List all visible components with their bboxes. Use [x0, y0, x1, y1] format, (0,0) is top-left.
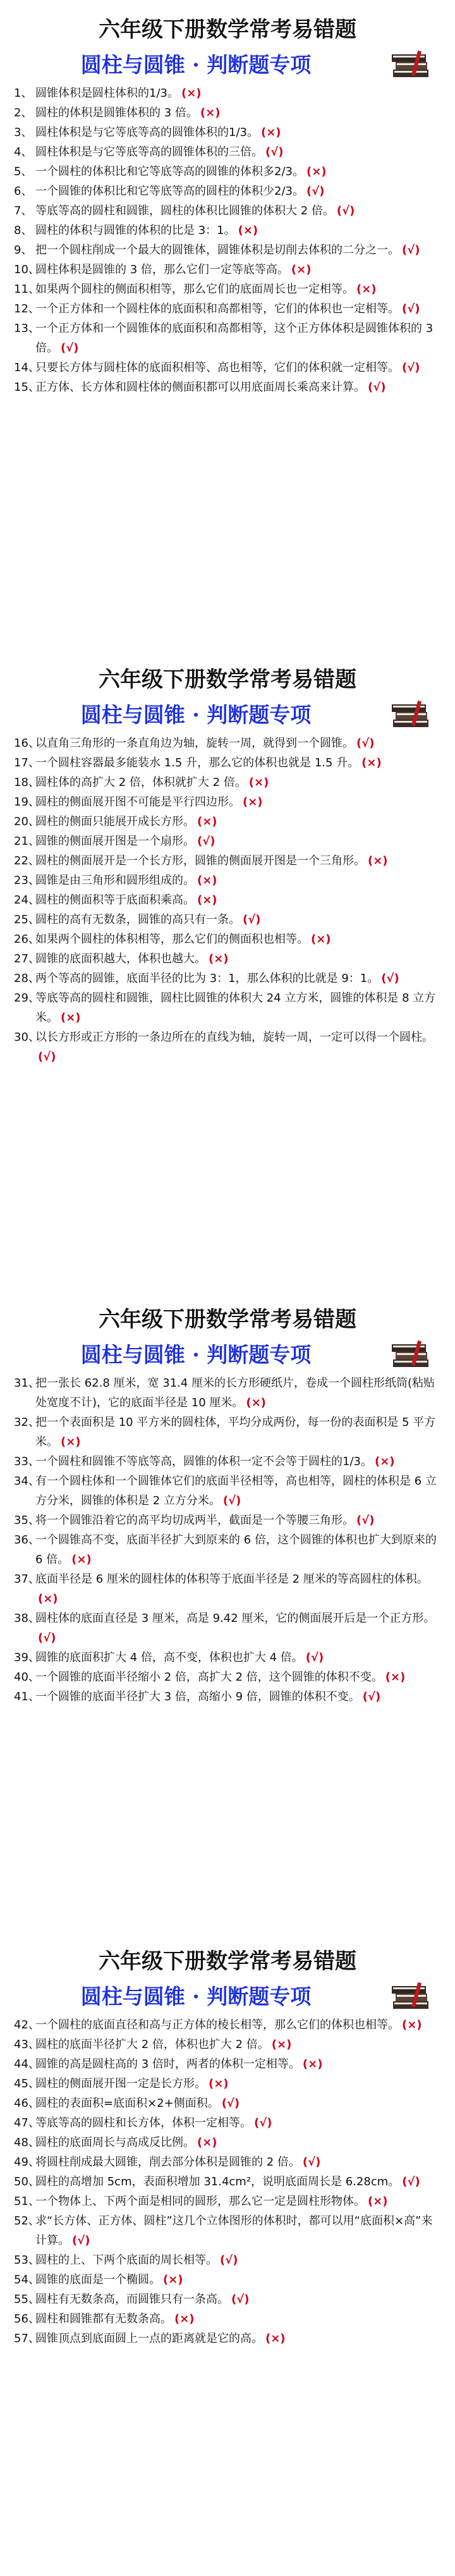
question-item: [14, 1373, 444, 1413]
page-title: 六年级下册数学常考易错题: [99, 667, 356, 692]
answer-mark: (√): [362, 1690, 381, 1703]
answer-mark: (×): [238, 224, 258, 237]
question-number: 32、: [14, 1416, 40, 1429]
question-text: 底面半径是 6 厘米的圆柱体的体积等于底面半径是 2 厘米的等高圆柱的体积。: [35, 1573, 428, 1586]
subtitle-row: [0, 1337, 455, 1373]
question-text: 圆柱的侧面展开图一定是长方形。: [35, 2077, 206, 2090]
question-number: 51、: [14, 2195, 40, 2208]
question-number: 28、: [14, 972, 40, 985]
question-item: [14, 812, 444, 831]
question-number: 18、: [14, 776, 40, 789]
answer-mark: (×): [163, 2273, 183, 2286]
answer-mark: (×): [368, 2195, 388, 2208]
answer-mark: (√): [356, 737, 375, 750]
answer-mark: (√): [402, 2175, 420, 2188]
question-item: [14, 123, 444, 142]
question-list: [0, 2015, 455, 2348]
question-text: 圆柱的侧面只能展开成长方形。: [35, 815, 195, 828]
question-section: [0, 1944, 455, 2348]
question-item: [14, 358, 444, 377]
question-text: 圆柱体的底面直径是 3 厘米，高是 9.42 厘米，它的侧面展开后是一个正方形。: [35, 1612, 435, 1625]
question-number: 29、: [14, 991, 40, 1005]
answer-mark: (√): [336, 204, 355, 218]
question-number: 40、: [14, 1671, 40, 1684]
answer-mark: (×): [271, 2038, 292, 2051]
question-item: [14, 1530, 444, 1569]
question-number: 47、: [14, 2116, 40, 2130]
answer-mark: (×): [356, 283, 377, 296]
question-text: 圆柱的底面周长与高成反比例。: [35, 2136, 195, 2149]
answer-mark: (×): [197, 893, 217, 907]
answer-mark: (√): [72, 2234, 90, 2247]
question-number: 44、: [14, 2058, 40, 2071]
question-number: 37、: [14, 1573, 40, 1586]
answer-mark: (×): [174, 2312, 195, 2326]
answer-mark: (×): [38, 1592, 58, 1605]
page-title: 六年级下册数学常考易错题: [99, 1949, 356, 1974]
question-item: [14, 929, 444, 949]
answer-mark: (√): [368, 381, 386, 394]
answer-mark: (×): [311, 933, 331, 946]
question-number: 23、: [14, 874, 40, 887]
question-number: 6、: [14, 185, 33, 198]
question-section: [0, 13, 455, 397]
question-text: 一个正方体和一个圆锥体的底面积和高都相等，这个正方体体积是圆锥体积的 3 倍。: [35, 322, 434, 355]
question-number: 52、: [14, 2214, 40, 2228]
question-item: [14, 201, 444, 221]
question-item: [14, 2094, 444, 2113]
question-list: [0, 83, 455, 397]
question-number: 56、: [14, 2312, 40, 2326]
question-item: [14, 1471, 444, 1511]
question-number: 30、: [14, 1031, 40, 1044]
answer-mark: (√): [265, 145, 284, 159]
question-number: 25、: [14, 913, 40, 926]
question-list: [0, 733, 455, 1067]
answer-mark: (√): [302, 2156, 321, 2169]
question-number: 12、: [14, 302, 40, 316]
question-text: 两个等高的圆锥，底面半径的比为 3：1，那么体积的比就是 9：1。: [35, 972, 379, 985]
question-item: [14, 2270, 444, 2290]
answer-mark: (×): [209, 952, 229, 966]
answer-mark: (×): [302, 2058, 323, 2071]
question-text: 等底等高的圆柱和圆锥，圆柱的体积比圆锥的体积大 2 倍。: [35, 204, 334, 218]
question-text: 把一张长 62.8 厘米，宽 31.4 厘米的长方形硬纸片，卷成一个圆柱形纸筒(粘贴处宽度不计)，它的底面半径是 10 厘米。: [35, 1377, 435, 1409]
question-item: [14, 910, 444, 929]
question-number: 34、: [14, 1475, 40, 1488]
question-text: 圆锥的底面积越大，体积也越大。: [35, 952, 206, 966]
question-text: 如果两个圆柱的体积相等，那么它们的侧面积也相等。: [35, 933, 308, 946]
question-number: 57、: [14, 2332, 40, 2345]
question-text: 一个圆锥的底面半径缩小 2 倍，高扩大 2 倍，这个圆锥的体积不变。: [35, 1671, 383, 1684]
question-number: 5、: [14, 165, 33, 178]
question-item: [14, 851, 444, 871]
answer-mark: (×): [61, 1435, 81, 1449]
question-number: 27、: [14, 952, 40, 966]
question-text: 一个圆锥高不变，底面半径扩大到原来的 6 倍，这个圆锥的体积也扩大到原来的 6 倍。: [35, 1533, 437, 1566]
answer-mark: (×): [260, 126, 281, 139]
answer-mark: (√): [402, 302, 420, 316]
question-number: 49、: [14, 2156, 40, 2169]
answer-mark: (×): [361, 756, 382, 770]
question-text: 有一个圆柱体和一个圆锥体它们的底面半径相等，高也相等，圆柱的体积是 6 立方分米，圆锥的体积是 2 立方分米。: [35, 1475, 437, 1507]
question-text: 圆锥的底面是一个椭圆。: [35, 2273, 161, 2286]
answer-mark: (×): [291, 263, 312, 276]
question-item: [14, 1687, 444, 1707]
question-item: [14, 733, 444, 753]
question-text: 以直角三角形的一条直角边为轴，旋转一周，就得到一个圆锥。: [35, 737, 354, 750]
answer-mark: (×): [385, 1671, 406, 1684]
question-item: [14, 2015, 444, 2035]
question-item: [14, 1511, 444, 1530]
answer-mark: (√): [231, 2293, 250, 2306]
subtitle-row: [0, 47, 455, 83]
question-text: 一个圆柱的体积比和它等底等高的圆锥的体积多2/3。: [35, 165, 304, 178]
question-item: [14, 240, 444, 260]
question-number: 10、: [14, 263, 40, 276]
answer-mark: (×): [209, 2077, 229, 2090]
question-section: [0, 1303, 455, 1707]
question-text: 一个正方体和一个圆柱体的底面积和高都相等，它们的体积也一定相等。: [35, 302, 399, 316]
question-item: [14, 1027, 444, 1067]
question-text: 一个物体上、下两个面是相同的圆形，那么它一定是圆柱形物体。: [35, 2195, 365, 2208]
question-number: 41、: [14, 1690, 40, 1703]
question-text: 一个圆锥的底面半径扩大 3 倍，高缩小 9 倍，圆锥的体积不变。: [35, 1690, 360, 1703]
answer-mark: (√): [305, 1651, 324, 1664]
answer-mark: (√): [356, 1514, 375, 1527]
question-number: 14、: [14, 361, 40, 374]
question-number: 21、: [14, 835, 40, 848]
question-text: 一个圆柱的底面直径和高与正方体的棱长相等，那么它们的体积也相等。: [35, 2018, 399, 2032]
question-number: 8、: [14, 224, 33, 237]
question-text: 圆柱体的高扩大 2 倍，体积就扩大 2 倍。: [35, 776, 246, 789]
question-number: 31、: [14, 1377, 40, 1390]
question-item: [14, 1413, 444, 1452]
question-item: [14, 2290, 444, 2309]
question-item: [14, 2211, 444, 2250]
answer-mark: (×): [246, 1396, 266, 1409]
question-text: 圆柱的体积是圆锥体积的 3 倍。: [35, 106, 198, 120]
question-item: [14, 279, 444, 299]
question-number: 50、: [14, 2175, 40, 2188]
question-text: 一个圆柱和圆锥不等底等高，圆锥的体积一定不会等于圆柱的1/3。: [35, 1455, 372, 1468]
question-item: [14, 2329, 444, 2348]
question-text: 圆柱和圆锥都有无数条高。: [35, 2312, 172, 2326]
question-text: 圆柱的高有无数条，圆锥的高只有一条。: [35, 913, 240, 926]
question-item: [14, 103, 444, 123]
answer-mark: (√): [381, 972, 399, 985]
question-item: [14, 1648, 444, 1667]
question-item: [14, 2113, 444, 2133]
question-text: 圆柱体积是与它等底等高的圆锥体积的1/3。: [35, 126, 258, 139]
answer-mark: (√): [402, 361, 420, 374]
subtitle-row: [0, 697, 455, 733]
question-text: 以长方形或正方形的一条边所在的直线为轴，旋转一周，一定可以得一个圆柱。: [35, 1031, 434, 1044]
question-item: [14, 162, 444, 181]
question-number: 36、: [14, 1533, 40, 1547]
question-text: 圆柱体积是与它等底等高的圆锥体积的三倍。: [35, 145, 263, 159]
question-item: [14, 2172, 444, 2192]
question-item: [14, 2054, 444, 2074]
question-text: 圆锥的底面积扩大 4 倍，高不变，体积也扩大 4 倍。: [35, 1651, 303, 1664]
question-text: 圆柱的体积与圆锥的体积的比是 3：1。: [35, 224, 236, 237]
question-text: 圆柱的底面半径扩大 2 倍，体积也扩大 2 倍。: [35, 2038, 269, 2051]
question-text: 等底等高的圆柱和长方体，体积一定相等。: [35, 2116, 252, 2130]
question-text: 圆柱的高增加 5cm，表面积增加 31.4cm²，说明底面周长是 6.28cm。: [35, 2175, 400, 2188]
question-item: [14, 142, 444, 162]
answer-mark: (√): [38, 1631, 56, 1645]
answer-mark: (√): [222, 1494, 241, 1507]
question-item: [14, 2309, 444, 2329]
question-number: 38、: [14, 1612, 40, 1625]
question-number: 39、: [14, 1651, 40, 1664]
question-item: [14, 2152, 444, 2172]
question-number: 35、: [14, 1514, 40, 1527]
question-text: 圆柱的侧面积等于底面积乘高。: [35, 893, 195, 907]
answer-mark: (×): [71, 1553, 92, 1566]
answer-mark: (×): [243, 795, 263, 809]
answer-mark: (√): [306, 185, 325, 198]
question-text: 圆柱的上、下两个底面的周长相等。: [35, 2254, 217, 2267]
question-text: 将一个圆锥沿着它的高平均切成两半，截面是一个等腰三角形。: [35, 1514, 354, 1527]
page-title: 六年级下册数学常考易错题: [99, 1307, 356, 1332]
question-item: [14, 831, 444, 851]
question-item: [14, 773, 444, 792]
answer-mark: (×): [368, 854, 388, 868]
question-text: 正方体、长方体和圆柱体的侧面积都可以用底面周长乘高来计算。: [35, 381, 365, 394]
answer-mark: (√): [221, 2097, 240, 2110]
question-number: 26、: [14, 933, 40, 946]
question-text: 一个圆锥的体积比和它等底等高的圆柱的体积少2/3。: [35, 185, 304, 198]
section-subtitle: 圆柱与圆锥 · 判断题专项: [80, 52, 312, 77]
question-number: 45、: [14, 2077, 40, 2090]
question-number: 7、: [14, 204, 33, 218]
question-text: 圆柱的侧面展开是一个长方形，圆锥的侧面展开图是一个三角形。: [35, 854, 365, 868]
books-icon: [391, 48, 431, 81]
question-text: 只要长方体与圆柱体的底面积相等、高也相等，它们的体积就一定相等。: [35, 361, 399, 374]
question-text: 圆柱有无数条高，而圆锥只有一条高。: [35, 2293, 229, 2306]
answer-mark: (√): [38, 1050, 56, 1064]
question-number: 48、: [14, 2136, 40, 2149]
question-number: 24、: [14, 893, 40, 907]
answer-mark: (×): [197, 874, 217, 887]
question-item: [14, 299, 444, 319]
question-text: 如果两个圆柱的侧面积相等，那么它们的底面周长也一定相等。: [35, 283, 354, 296]
answer-mark: (×): [402, 2018, 422, 2032]
question-item: [14, 1667, 444, 1687]
answer-mark: (×): [197, 815, 217, 828]
question-item: [14, 949, 444, 969]
question-text: 求“长方体、正方体、圆柱”这几个立体图形的体积时，都可以用“底面积×高”来计算。: [35, 2214, 433, 2247]
question-text: 圆锥的高是圆柱高的 3 倍时，两者的体积一定相等。: [35, 2058, 300, 2071]
question-item: [14, 969, 444, 988]
question-item: [14, 83, 444, 103]
question-item: [14, 2192, 444, 2211]
question-text: 圆柱的表面积=底面积×2+侧面积。: [35, 2097, 219, 2110]
answer-mark: (√): [220, 2254, 238, 2267]
question-item: [14, 871, 444, 890]
question-number: 55、: [14, 2293, 40, 2306]
question-number: 17、: [14, 756, 40, 770]
question-text: 把一个圆柱削成一个最大的圆锥体，圆锥体积是切削去体积的二分之一。: [35, 243, 399, 257]
question-item: [14, 988, 444, 1027]
question-number: 54、: [14, 2273, 40, 2286]
section-subtitle: 圆柱与圆锥 · 判断题专项: [80, 702, 312, 727]
question-number: 13、: [14, 322, 40, 335]
question-number: 22、: [14, 854, 40, 868]
page-title: 六年级下册数学常考易错题: [99, 17, 356, 42]
question-item: [14, 2133, 444, 2152]
question-text: 圆锥是由三角形和圆形组成的。: [35, 874, 195, 887]
question-number: 4、: [14, 145, 33, 159]
section-subtitle: 圆柱与圆锥 · 判断题专项: [80, 1984, 312, 2009]
question-number: 11、: [14, 283, 40, 296]
question-number: 2、: [14, 106, 33, 120]
question-number: 53、: [14, 2254, 40, 2267]
answer-mark: (√): [402, 243, 420, 257]
question-text: 圆锥的侧面展开图是一个扇形。: [35, 835, 195, 848]
books-icon: [391, 1980, 431, 2013]
question-text: 圆柱体积是圆锥的 3 倍，那么它们一定等底等高。: [35, 263, 289, 276]
question-number: 1、: [14, 87, 33, 100]
question-number: 43、: [14, 2038, 40, 2051]
question-number: 15、: [14, 381, 40, 394]
question-number: 20、: [14, 815, 40, 828]
answer-mark: (×): [374, 1455, 395, 1468]
question-number: 19、: [14, 795, 40, 809]
answer-mark: (√): [61, 341, 79, 355]
question-number: 3、: [14, 126, 33, 139]
question-item: [14, 2250, 444, 2270]
question-section: [0, 663, 455, 1067]
answer-mark: (√): [197, 835, 215, 848]
question-text: 把一个表面积是 10 平方米的圆柱体，平均分成两份，每一份的表面积是 5 平方米。: [35, 1416, 436, 1449]
question-text: 圆锥顶点到底面圆上一点的距离就是它的高。: [35, 2332, 263, 2345]
question-item: [14, 181, 444, 201]
question-item: [14, 1569, 444, 1609]
question-text: 圆锥体积是圆柱体积的1/3。: [35, 87, 179, 100]
question-text: 等底等高的圆柱和圆锥，圆柱比圆锥的体积大 24 立方米，圆锥的体积是 8 立方米。: [35, 991, 436, 1024]
question-item: [14, 2035, 444, 2054]
question-item: [14, 1609, 444, 1648]
question-number: 16、: [14, 737, 40, 750]
answer-mark: (×): [200, 106, 221, 120]
question-number: 9、: [14, 243, 33, 257]
subtitle-row: [0, 1978, 455, 2015]
answer-mark: (×): [306, 165, 327, 178]
books-icon: [391, 698, 431, 731]
question-item: [14, 221, 444, 240]
answer-mark: (×): [265, 2332, 286, 2345]
question-number: 42、: [14, 2018, 40, 2032]
question-text: 圆柱的侧面展开图不可能是平行四边形。: [35, 795, 240, 809]
question-item: [14, 319, 444, 358]
books-icon: [391, 1338, 431, 1371]
question-number: 33、: [14, 1455, 40, 1468]
answer-mark: (√): [243, 913, 261, 926]
answer-mark: (×): [61, 1011, 81, 1024]
question-text: 将圆柱削成最大圆锥，削去部分体积是圆锥的 2 倍。: [35, 2156, 300, 2169]
section-subtitle: 圆柱与圆锥 · 判断题专项: [80, 1342, 312, 1367]
question-item: [14, 1452, 444, 1471]
question-item: [14, 377, 444, 397]
question-item: [14, 792, 444, 812]
answer-mark: (×): [197, 2136, 217, 2149]
question-text: 一个圆柱容器最多能装水 1.5 升，那么它的体积也就是 1.5 升。: [35, 756, 360, 770]
question-item: [14, 753, 444, 773]
answer-mark: (√): [254, 2116, 272, 2130]
question-item: [14, 260, 444, 279]
question-number: 46、: [14, 2097, 40, 2110]
question-item: [14, 890, 444, 910]
question-item: [14, 2074, 444, 2094]
answer-mark: (×): [181, 87, 202, 100]
question-list: [0, 1373, 455, 1707]
answer-mark: (×): [248, 776, 269, 789]
